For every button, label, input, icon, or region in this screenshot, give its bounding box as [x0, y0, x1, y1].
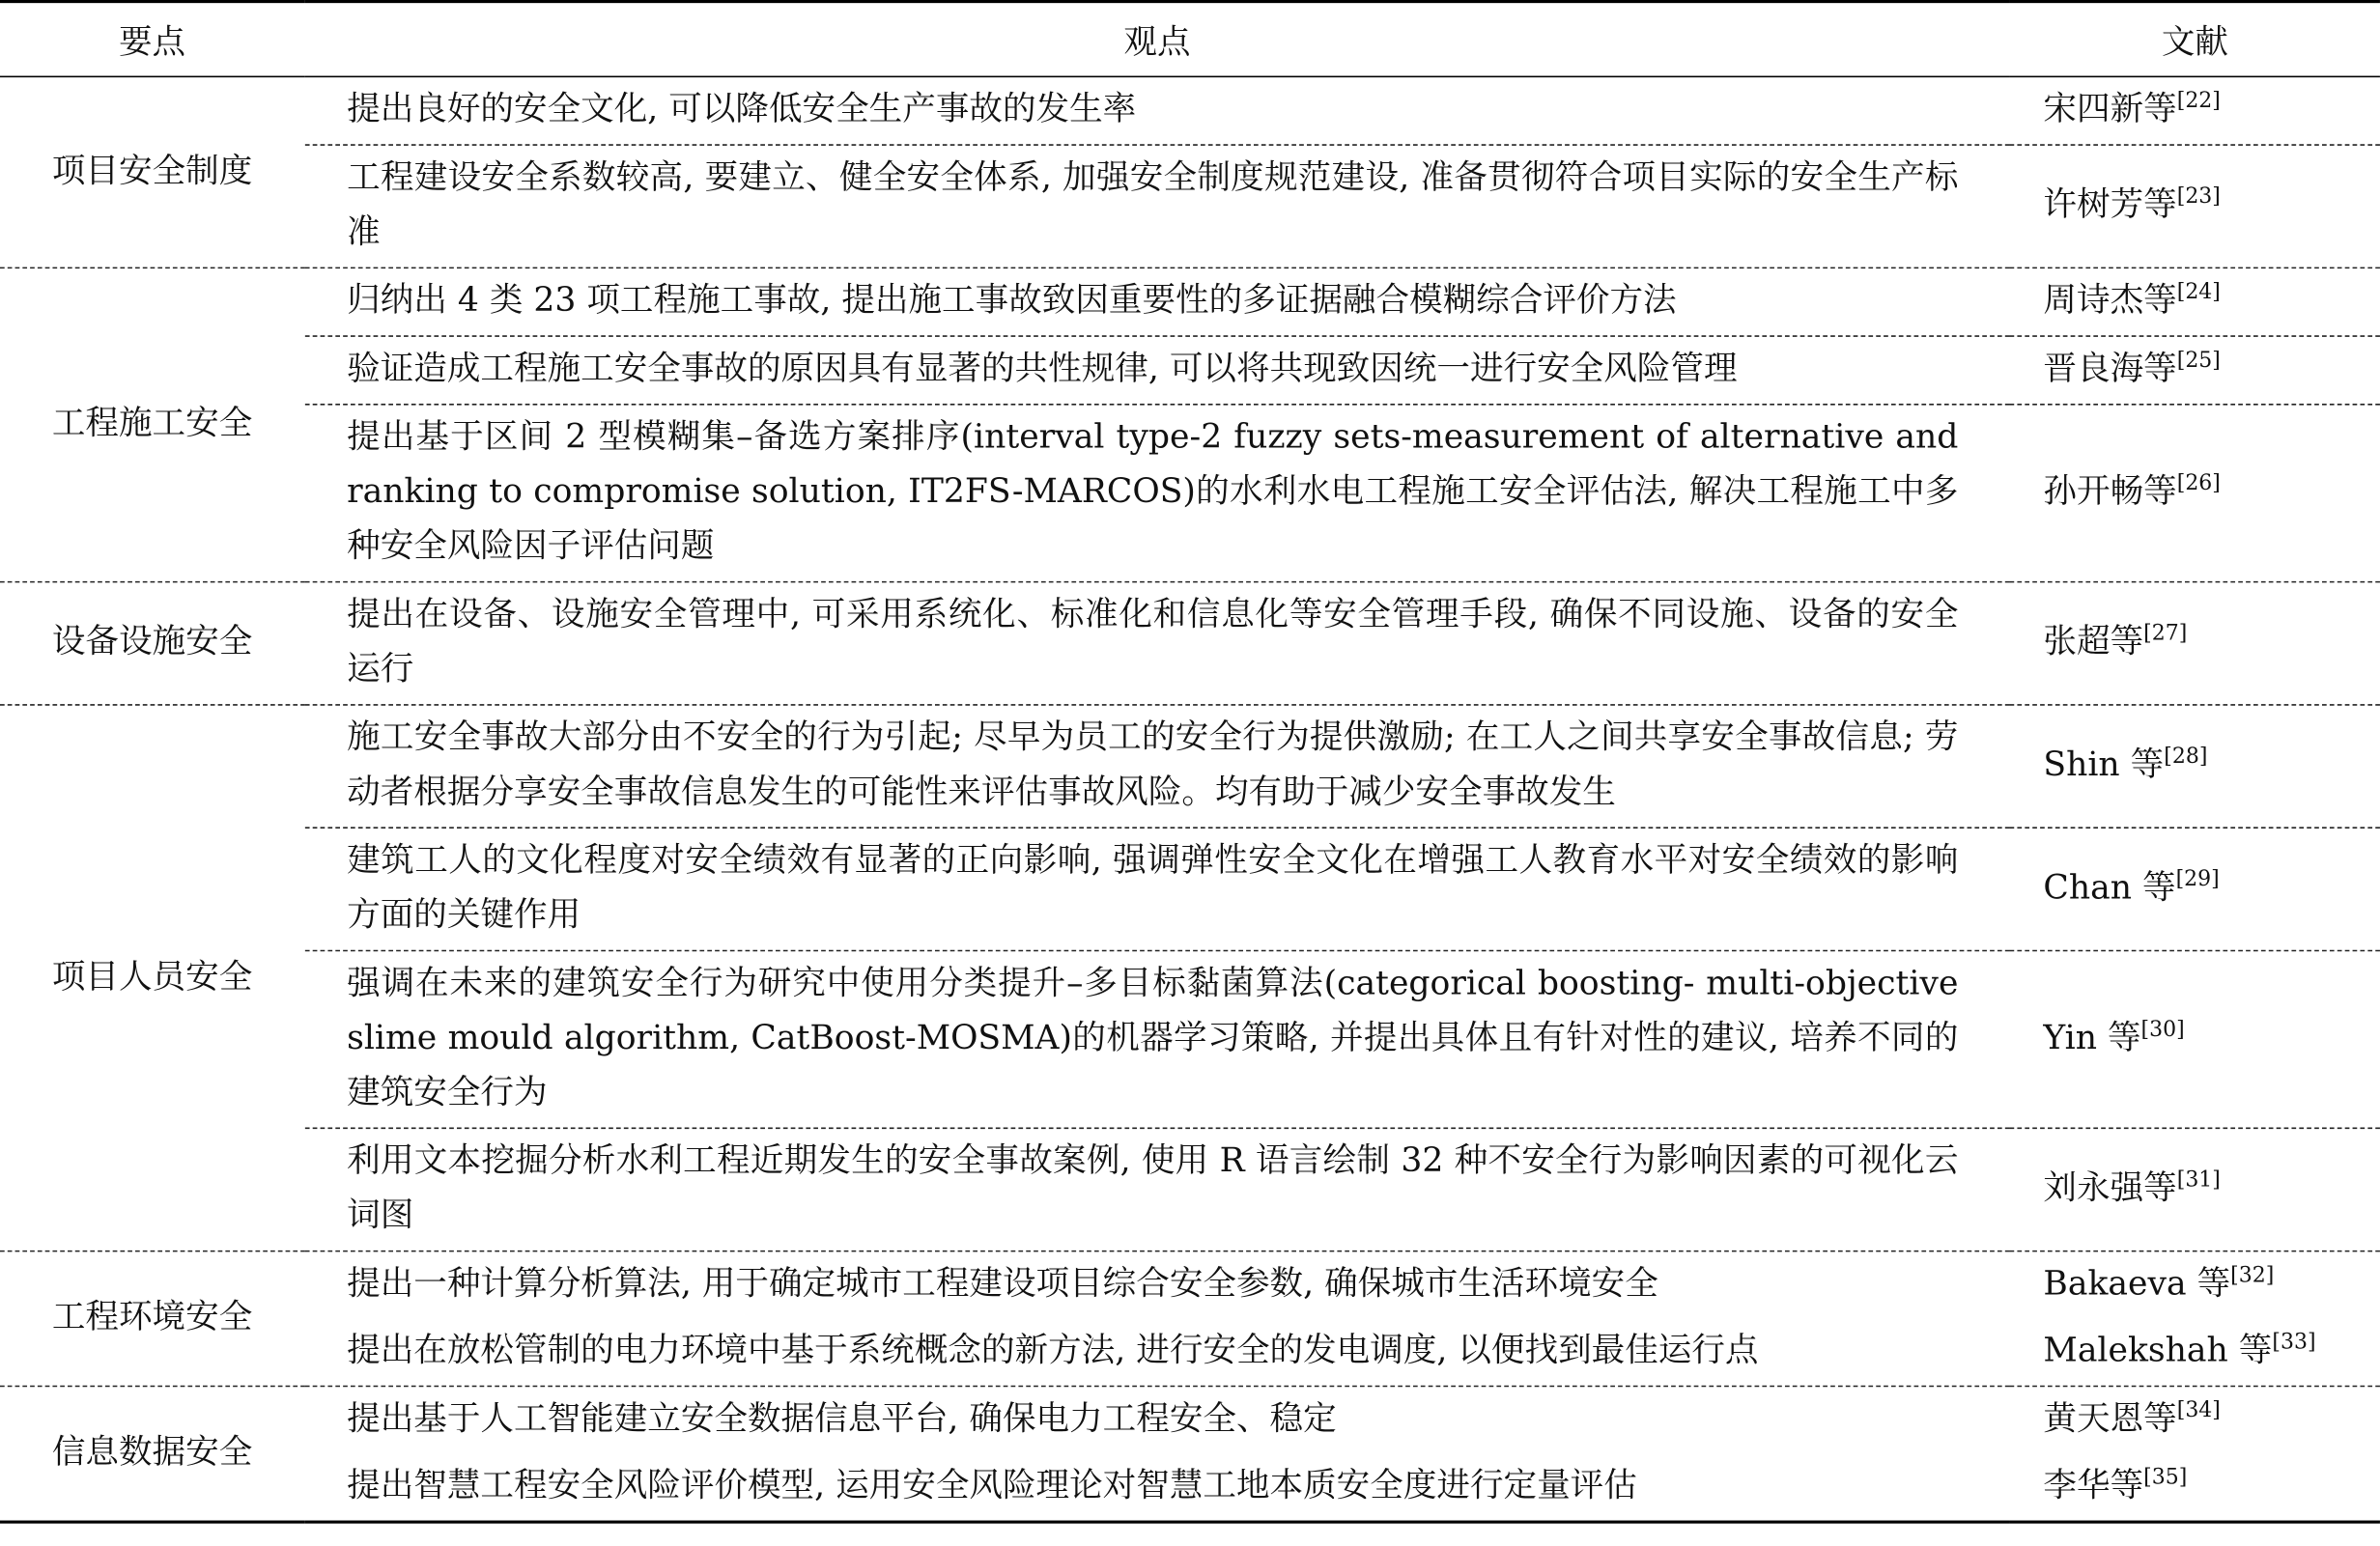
ref-cite: [22]	[2176, 89, 2221, 114]
ref-cite: [25]	[2176, 348, 2221, 374]
table-row	[0, 1453, 2380, 1522]
view-cell: 归纳出 4 类 23 项工程施工事故, 提出施工事故致因重要性的多证据融合模糊综合评价方法	[304, 267, 2010, 336]
table-row	[0, 705, 2380, 828]
view-cell: 施工安全事故大部分由不安全的行为引起; 尽早为员工的安全行为提供激励; 在工人之间共享安全事故信息; 劳动者根据分享安全事故信息发生的可能性来评估事故风险。均有助于减少安全事故发生	[304, 705, 2010, 828]
ref-cite: [34]	[2176, 1398, 2221, 1423]
ref-cite: [27]	[2143, 621, 2188, 646]
ref-cite: [28]	[2164, 745, 2208, 770]
ref-cell	[2010, 145, 2380, 267]
ref-cell	[2010, 1386, 2380, 1453]
ref-cite: [32]	[2230, 1263, 2275, 1288]
ref-cell	[2010, 1453, 2380, 1522]
header-row	[0, 2, 2380, 77]
view-cell: 提出一种计算分析算法, 用于确定城市工程建设项目综合安全参数, 确保城市生活环境安全	[304, 1251, 2010, 1319]
ref-cite: [30]	[2140, 1017, 2185, 1043]
ref-author: Malekshah 等	[2043, 1332, 2273, 1370]
header-ref: 文献	[2010, 2, 2380, 77]
table-row	[0, 828, 2380, 950]
ref-cell	[2010, 405, 2380, 582]
view-cell: 强调在未来的建筑安全行为研究中使用分类提升–多目标黏菌算法(categorical boosting- multi-objective slime mould algorithm, CatBoost-MOSMA)的机器学习策略, 并提出具体且有针对性的建议, 培养不同的建筑安全行为	[304, 950, 2010, 1128]
table-row	[0, 582, 2380, 705]
ref-author: 李华等	[2043, 1467, 2144, 1505]
ref-author: 周诗杰等	[2043, 282, 2177, 321]
group-point: 工程施工安全	[0, 267, 304, 581]
ref-cell	[2010, 582, 2380, 705]
view-cell: 验证造成工程施工安全事故的原因具有显著的共性规律, 可以将共现致因统一进行安全风险管理	[304, 336, 2010, 405]
view-cell: 提出在设备、设施安全管理中, 可采用系统化、标准化和信息化等安全管理手段, 确保不同设施、设备的安全运行	[304, 582, 2010, 705]
header-point: 要点	[0, 2, 304, 77]
ref-author: 晋良海等	[2043, 350, 2177, 389]
ref-author: Chan 等	[2043, 869, 2176, 908]
table-row	[0, 1251, 2380, 1319]
ref-author: Yin 等	[2043, 1019, 2141, 1058]
ref-author: Bakaeva 等	[2043, 1265, 2231, 1304]
view-cell: 提出智慧工程安全风险评价模型, 运用安全风险理论对智慧工地本质安全度进行定量评估	[304, 1453, 2010, 1522]
ref-author: 黄天恩等	[2043, 1400, 2177, 1439]
ref-author: 孙开畅等	[2043, 473, 2177, 512]
group-point: 工程环境安全	[0, 1251, 304, 1387]
table-row	[0, 145, 2380, 267]
ref-cite: [31]	[2176, 1167, 2221, 1193]
ref-cell	[2010, 336, 2380, 405]
view-cell: 提出基于区间 2 型模糊集–备选方案排序(interval type-2 fuzzy sets-measurement of alternative and ranking to compromise solution, IT2FS-MARCOS)的水利水电工程施工安全评估法, 解决工程施工中多种安全风险因子评估问题	[304, 405, 2010, 582]
group-point: 项目人员安全	[0, 705, 304, 1251]
ref-cell	[2010, 1319, 2380, 1387]
ref-cite: [23]	[2176, 184, 2221, 210]
table-row	[0, 950, 2380, 1128]
ref-cite: [29]	[2175, 867, 2220, 892]
group-point: 设备设施安全	[0, 582, 304, 705]
table-row	[0, 76, 2380, 145]
table-row	[0, 267, 2380, 336]
ref-cell	[2010, 76, 2380, 145]
view-cell: 提出基于人工智能建立安全数据信息平台, 确保电力工程安全、稳定	[304, 1386, 2010, 1453]
ref-author: Shin 等	[2043, 746, 2165, 785]
ref-cell	[2010, 1128, 2380, 1251]
table-row	[0, 1319, 2380, 1387]
view-cell: 提出良好的安全文化, 可以降低安全生产事故的发生率	[347, 91, 1137, 129]
group-point: 信息数据安全	[0, 1386, 304, 1522]
ref-author: 宋四新等	[2043, 91, 2177, 129]
header-view: 观点	[304, 2, 2010, 77]
ref-author: 许树芳等	[2043, 186, 2177, 225]
table-row	[0, 405, 2380, 582]
view-cell: 利用文本挖掘分析水利工程近期发生的安全事故案例, 使用 R 语言绘制 32 种不安全行为影响因素的可视化云词图	[304, 1128, 2010, 1251]
ref-author: 张超等	[2043, 623, 2144, 662]
table-row	[0, 1128, 2380, 1251]
ref-cell	[2010, 828, 2380, 950]
table-row	[0, 336, 2380, 405]
ref-cite: [33]	[2272, 1330, 2316, 1355]
ref-cite: [26]	[2176, 471, 2221, 496]
ref-cell	[2010, 705, 2380, 828]
ref-author: 刘永强等	[2043, 1169, 2177, 1208]
group-point: 项目安全制度	[51, 152, 253, 191]
ref-cite: [24]	[2176, 280, 2221, 305]
table-row	[0, 1386, 2380, 1453]
ref-cell	[2010, 267, 2380, 336]
view-cell: 提出在放松管制的电力环境中基于系统概念的新方法, 进行安全的发电调度, 以便找到最佳运行点	[347, 1332, 1759, 1370]
ref-cite: [35]	[2143, 1465, 2188, 1490]
ref-cell	[2010, 1251, 2380, 1319]
view-cell: 工程建设安全系数较高, 要建立、健全安全体系, 加强安全制度规范建设, 准备贯彻符合项目实际的安全生产标准	[304, 145, 2010, 267]
ref-cell	[2010, 950, 2380, 1128]
view-cell: 建筑工人的文化程度对安全绩效有显著的正向影响, 强调弹性安全文化在增强工人教育水平对安全绩效的影响方面的关键作用	[304, 828, 2010, 950]
